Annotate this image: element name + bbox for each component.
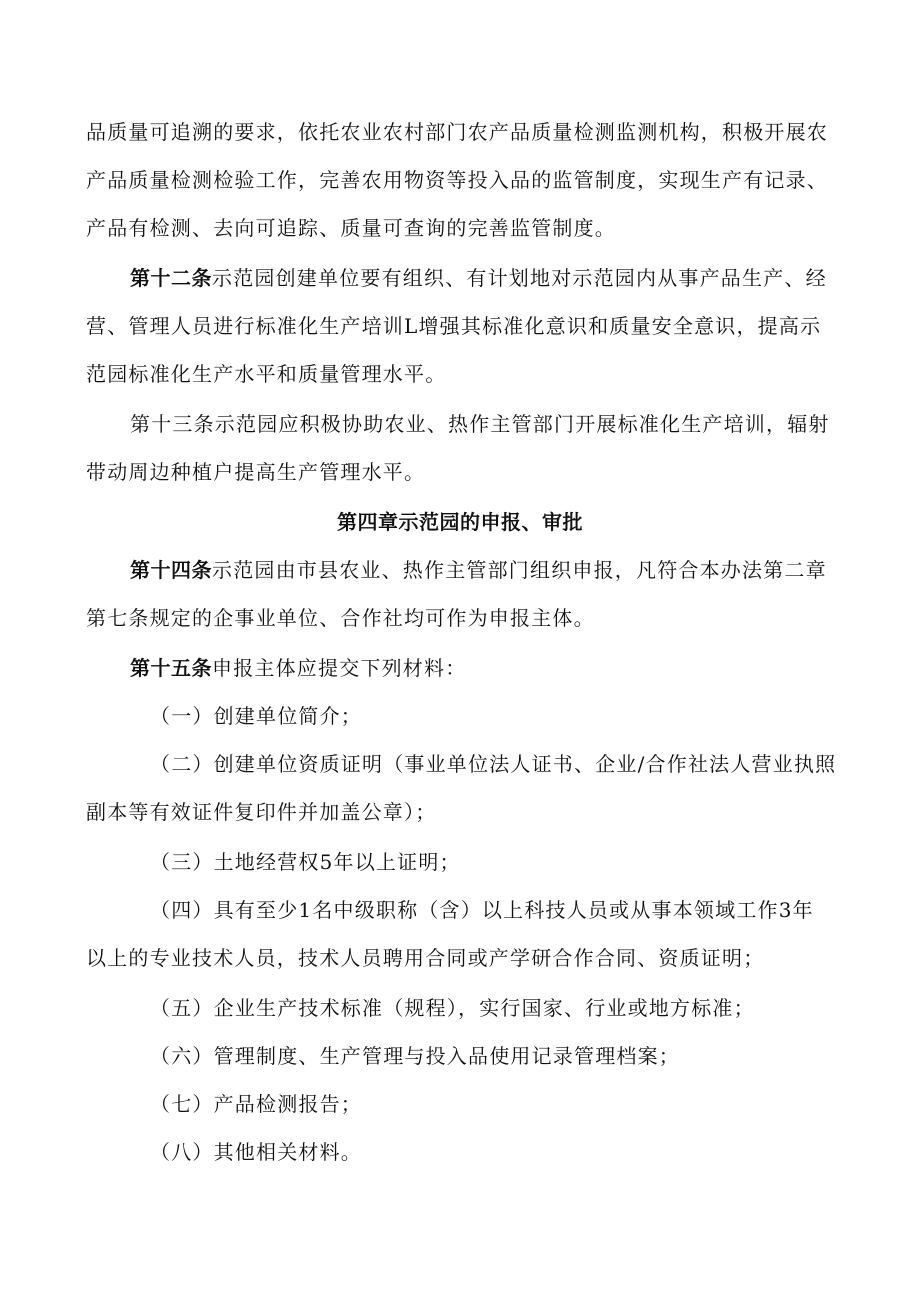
list-item: （五）企业生产技术标准（规程），实行国家、行业或地方标准； (150, 996, 755, 1020)
article-text: 示范园由市县农业、热作主管部门组织申报，凡符合本办法第二章 (212, 558, 827, 582)
paragraph-line: 品质量可追溯的要求，依托农业农村部门农产品质量检测监测机构，积极开展农 (86, 120, 828, 144)
list-item: （二）创建单位资质证明（事业单位法人证书、企业/合作社法人营业执照 (150, 752, 837, 776)
paragraph-line: 产品质量检测检验工作，完善农用物资等投入品的监管制度，实现生产有记录、 (86, 168, 828, 192)
list-item: （八）其他相关材料。 (150, 1140, 362, 1164)
article-text: 示范园创建单位要有组织、有计划地对示范园内从事产品生产、经 (212, 266, 827, 290)
article-15 (130, 654, 890, 682)
article-text: 申报主体应提交下列材料： (212, 656, 467, 680)
article-12 (130, 264, 890, 292)
paragraph-line: 营、管理人员进行标准化生产培训L增强其标准化意识和质量安全意识，提高示 (86, 314, 822, 338)
list-item: （四）具有至少1名中级职称（含）以上科技人员或从事本领域工作3年 (150, 898, 814, 922)
article-label: 第十二条 (130, 266, 212, 290)
article-label: 第十五条 (130, 656, 212, 680)
list-item-continuation: 以上的专业技术人员，技术人员聘用合同或产学研合作合同、资质证明； (86, 946, 765, 970)
chapter-heading: 第四章示范园的申报、审批 (337, 510, 583, 534)
list-item: （三）土地经营权5年以上证明； (150, 850, 461, 874)
paragraph-line: 第七条规定的企事业单位、合作社均可作为申报主体。 (86, 606, 595, 630)
paragraph-line: 范园标准化生产水平和质量管理水平。 (86, 362, 447, 386)
list-item: （六）管理制度、生产管理与投入品使用记录管理档案； (150, 1044, 680, 1068)
list-item: （一）创建单位简介； (150, 704, 362, 728)
article-label: 第十四条 (130, 558, 212, 582)
list-item: （七）产品检测报告； (150, 1092, 362, 1116)
list-item-continuation: 副本等有效证件复印件并加盖公章）； (86, 800, 437, 824)
article-13: 第十三条示范园应积极协助农业、热作主管部门开展标准化生产培训，辐射 (130, 412, 830, 436)
paragraph-line: 带动周边种植户提高生产管理水平。 (86, 460, 426, 484)
paragraph-line: 产品有检测、去向可追踪、质量可查询的完善监管制度。 (86, 216, 616, 240)
article-14 (130, 556, 890, 584)
